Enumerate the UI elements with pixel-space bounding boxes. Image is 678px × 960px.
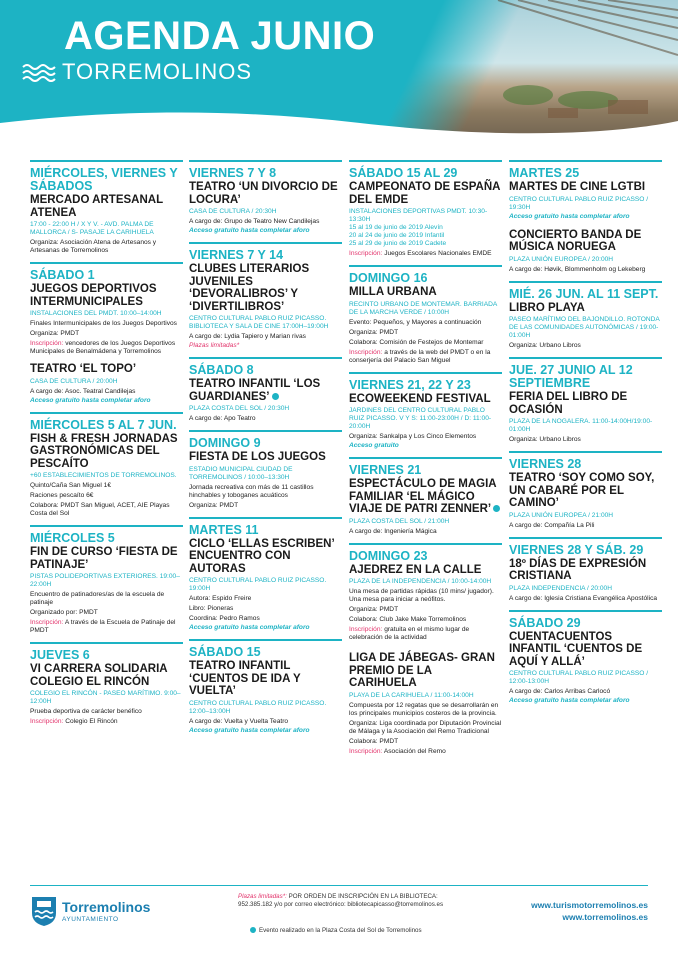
event-name: ESPECTÁCULO DE MAGIA FAMILIAR ‘EL MÁGICO VIAJE DE PATRI ZENNER’ <box>349 478 497 515</box>
event-name: CLUBES LITERARIOS JUVENILES ‘DEVORALIBROS’ Y ‘DIVERTILIBROS’ <box>189 263 310 313</box>
event-place: PLAZA COSTA DEL SOL / 21:00H <box>349 517 450 525</box>
event-name: CICLO ‘ELLAS ESCRIBEN’ ENCUENTRO CON AUTORAS <box>189 537 335 575</box>
event-name: MERCADO ARTESANAL ATENEA <box>30 194 163 219</box>
event-place: PLAZA DE LA NOGALERA. 11:00-14:00H/19:00-01:00H <box>509 418 653 433</box>
event-info: Compuesta por 12 regatas que se desarrollarán en los principales municipios costeros de la provincia. <box>349 701 499 717</box>
event-place: CASA DE CULTURA / 20:30H <box>189 208 277 215</box>
event-place: PLAZA UNIÓN EUROPEA / 21:00H <box>509 511 614 519</box>
event-date: MIÉRCOLES 5 <box>30 531 115 545</box>
event-access: Acceso gratuito hasta completar aforo <box>189 624 310 631</box>
event-info: Colabora: Comisión de Festejos de Montemar <box>349 338 484 346</box>
event-magia-familiar <box>349 457 502 536</box>
event-date: VIERNES 28 <box>509 457 582 471</box>
event-info: Raciones pescaíto 6€ <box>30 492 94 499</box>
footer <box>0 885 678 960</box>
event-place: CASA DE CULTURA / 20:00H <box>30 377 118 385</box>
event-info: A cargo de: Apo Teatro <box>189 415 256 422</box>
event-campeonato-emde <box>349 160 502 258</box>
event-banda-noruega <box>509 229 662 274</box>
event-name: TEATRO ‘EL TOPO’ <box>30 363 137 375</box>
event-place: PLAZA COSTA DEL SOL / 20:30H <box>189 405 290 412</box>
inscription-text: Asociación del Remo <box>382 747 446 755</box>
event-info: Evento: Pequeños, y Mayores a continuación <box>349 318 482 326</box>
event-date: JUEVES 6 <box>30 648 90 662</box>
logo-name: Torremolinos <box>62 899 151 915</box>
event-place: PASEO MARÍTIMO DEL BAJONDILLO. ROTONDA DE LAS COMUNIDADES AUTONÓMICAS / 19:00-01:00H <box>509 316 660 339</box>
agenda-column-3 <box>349 160 502 763</box>
event-info: Organizado por: PMDT <box>30 609 98 616</box>
event-date: VIERNES 7 Y 14 <box>189 248 284 262</box>
event-date: SÁBADO 1 <box>30 268 95 282</box>
event-place: ESTADIO MUNICIPAL CIUDAD DE TORREMOLINOS / 10:00–13:30H <box>189 465 293 481</box>
event-place: PLAZA UNIÓN EUROPEA / 20:00H <box>509 255 614 263</box>
event-access: Acceso gratuito hasta completar aforo <box>189 726 310 734</box>
event-clubes-literarios <box>189 242 342 350</box>
event-fish-fresh <box>30 412 183 519</box>
inscription-label: Inscripción: <box>30 619 64 626</box>
event-info: Organiza: PMDT <box>349 328 399 336</box>
event-info: Libro: Pioneras <box>189 605 234 612</box>
event-place: CENTRO CULTURAL PABLO RUIZ PICASSO. 19:00H <box>189 577 327 592</box>
event-access: Acceso gratuito hasta completar aforo <box>30 396 151 404</box>
event-info: A cargo de: Ingeniería Mágica <box>349 527 437 535</box>
event-name: AJEDREZ EN LA CALLE <box>349 563 482 576</box>
event-place: JARDINES DEL CENTRO CULTURAL PABLO RUIZ PICASSO. V Y S: 11:00-23:00H / D: 11:00-20:00H <box>349 407 492 430</box>
footer-note-text: Evento realizado en la Plaza Costa del Sol de Torremolinos <box>259 927 422 934</box>
event-date: SÁBADO 8 <box>189 363 254 377</box>
contact-text: 952.385.182 y/o por correo electrónico: bibliotecapicasso@torremolinos.es <box>238 901 444 908</box>
event-info: Prueba deportiva de carácter benéfico <box>30 708 142 715</box>
footer-note <box>250 927 422 934</box>
event-ellas-escriben <box>189 517 342 633</box>
event-access: Acceso gratuito hasta completar aforo <box>509 697 630 704</box>
event-info: A cargo de: Grupo de Teatro New Candilejas <box>189 218 320 225</box>
event-place: PLAYA DE LA CARIHUELA / 11:00-14:00H <box>349 691 474 699</box>
event-ajedrez <box>349 543 502 643</box>
page-title: AGENDA JUNIO <box>64 14 376 58</box>
event-name: TEATRO ‘SOY COMO SOY, UN CABARÉ POR EL CAMINO’ <box>509 472 655 509</box>
event-milla-urbana <box>349 265 502 365</box>
event-limited: Plazas limitadas* <box>189 342 240 349</box>
plazas-limitadas-text: POR ORDEN DE INSCRIPCIÓN EN LA BIBLIOTECA: <box>286 893 438 900</box>
event-fiesta-patinaje <box>30 525 183 635</box>
event-expresion-cristiana <box>509 537 662 603</box>
event-access: Acceso gratuito hasta completar aforo <box>509 212 630 220</box>
event-name: TEATRO ‘UN DIVORCIO DE LOCURA’ <box>189 181 338 206</box>
event-name: FIESTA DE LOS JUEGOS <box>189 451 326 463</box>
agenda-column-4 <box>509 160 662 712</box>
event-date: VIERNES 7 Y 8 <box>189 166 277 180</box>
inscription-text: A través de la Escuela de Patinaje del PMDT <box>30 619 176 634</box>
inscription-label: Inscripción: <box>349 626 383 633</box>
event-date: MIÉRCOLES 5 AL 7 JUN. <box>30 417 177 432</box>
event-info: Organiza: PMDT <box>30 330 80 337</box>
footer-divider <box>30 885 648 886</box>
event-place: 25 al 29 de junio de 2019 Cadete <box>349 240 447 247</box>
inscription-label: Inscripción: <box>30 340 64 347</box>
event-date: SÁBADO 29 <box>509 615 581 630</box>
event-date: MIÉRCOLES, VIERNES Y SÁBADOS <box>30 166 178 193</box>
inscription-label: Inscripción: <box>30 718 64 725</box>
header-banner <box>0 0 678 140</box>
plaza-costa-del-sol-dot-icon <box>493 505 500 512</box>
event-date: VIERNES 21 <box>349 463 422 477</box>
event-date: MARTES 25 <box>509 166 580 180</box>
event-fiesta-juegos <box>189 430 342 510</box>
event-info: Organiza: PMDT <box>349 606 399 613</box>
event-name: 18º DÍAS DE EXPRESIÓN CRISTIANA <box>509 557 647 582</box>
inscription-label: Inscripción: <box>349 348 383 356</box>
website-ayuntamiento-link[interactable]: www.torremolinos.es <box>562 912 648 922</box>
event-info: A cargo de: Carlos Arribas Carlocó <box>509 688 611 695</box>
event-inscription <box>30 718 183 726</box>
event-juegos-deportivos <box>30 262 183 356</box>
event-name: FIN DE CURSO ‘FIESTA DE PATINAJE’ <box>30 546 178 571</box>
website-turismo-link[interactable]: www.turismotorremolinos.es <box>531 900 648 910</box>
event-info: A cargo de: Iglesia Cristiana Evangélica Apostólica <box>509 594 658 602</box>
event-name: FISH & FRESH JORNADAS GASTRONÓMICAS DEL PESCAÍTO <box>30 432 178 470</box>
event-place: CENTRO CULTURAL PABLO RUIZ PICASSO / 12:00-13:00H <box>509 670 649 685</box>
event-info: Encuentro de patinadores/as de la escuela de patinaje <box>30 591 165 606</box>
event-date: JUE. 27 JUNIO AL 12 SEPTIEMBRE <box>509 363 633 390</box>
torremolinos-crest-icon <box>30 895 58 927</box>
event-info: Colabora: PMDT <box>349 737 399 745</box>
event-mercado-artesanal <box>30 160 183 255</box>
event-info: Quinto/Caña San Miguel 1€ <box>30 482 112 489</box>
event-teatro-el-topo <box>30 363 183 405</box>
event-info: Coordina: Pedro Ramos <box>189 615 260 622</box>
event-place: COLEGIO EL RINCÓN - PASEO MARÍTIMO. 9:00–12:00H <box>30 690 181 705</box>
event-los-guardianes <box>189 357 342 423</box>
event-access: Acceso gratuito hasta completar aforo <box>189 227 310 234</box>
event-place: CENTRO CULTURAL PABLO RUIZ PICASSO / 19:30H <box>509 195 649 211</box>
event-name: VI CARRERA SOLIDARIA COLEGIO EL RINCÓN <box>30 663 168 688</box>
event-inscription <box>349 250 502 258</box>
inscription-text: a través de la web del PMDT o en la conserjería del Palacio San Miguel <box>349 348 491 364</box>
event-place: CENTRO CULTURAL PABLO RUIZ PICASSO. BIBLIOTECA Y SALA DE CINE 17:00H–19:00H <box>189 315 329 330</box>
event-place: INSTALACIONES DEL PMDT. 10:00–14:00H <box>30 310 162 317</box>
event-access: Acceso gratuito <box>349 442 399 449</box>
event-info: Organiza: Liga coordinada por Diputación Provincial de Málaga y la Asociación del Remo Tradicional <box>349 719 502 735</box>
event-place: CENTRO CULTURAL PABLO RUIZ PICASSO. 12:00–13:00H <box>189 699 327 715</box>
header-wave-shape <box>0 101 678 140</box>
event-name: JUEGOS DEPORTIVOS INTERMUNICIPALES <box>30 283 157 308</box>
event-soy-como-soy <box>509 451 662 530</box>
event-date: VIERNES 28 Y SÁB. 29 <box>509 542 644 557</box>
event-name-row <box>189 378 342 403</box>
event-info: Organiza: PMDT <box>189 501 239 509</box>
event-date: DOMINGO 9 <box>189 436 261 450</box>
event-inscription <box>349 349 502 365</box>
event-name: LIBRO PLAYA <box>509 301 585 314</box>
event-place: PISTAS POLIDEPORTIVAS EXTERIORES. 19:00–22:00H <box>30 573 180 588</box>
event-date: MARTES 11 <box>189 522 259 537</box>
event-name: CUENTACUENTOS INFANTIL ‘CUENTOS DE AQUÍ Y ALLÁ’ <box>509 630 643 668</box>
event-date: DOMINGO 23 <box>349 548 428 563</box>
event-info: Organiza: Urbano Libros <box>509 436 581 443</box>
event-info: Jornada recreativa con más de 11 castillos hinchables y toboganes acuáticos <box>189 483 314 499</box>
event-feria-libro <box>509 357 662 444</box>
event-name: MILLA URBANA <box>349 286 437 298</box>
footer-registration-info <box>238 893 478 909</box>
event-date: DOMINGO 16 <box>349 271 428 285</box>
event-info: A cargo de: Asoc. Teatral Candilejas <box>30 387 136 395</box>
event-date: VIERNES 21, 22 Y 23 <box>349 377 471 392</box>
event-libro-playa <box>509 281 662 351</box>
event-inscription <box>349 626 502 642</box>
event-place: 17:00 - 22:00 H / X Y V. - AVD. PALMA DE MALLORCA / S- PASAJE LA CARIHUELA <box>30 221 154 236</box>
event-liga-jabegas <box>349 652 502 756</box>
inscription-text: vencedores de los Juegos Deportivos Municipales de Benalmádena y Torremolinos <box>30 340 176 355</box>
event-name: TEATRO INFANTIL ‘CUENTOS DE IDA Y VUELTA’ <box>189 660 301 697</box>
event-place: PLAZA DE LA INDEPENDENCIA / 10:00-14:00H <box>349 578 492 585</box>
footer-websites <box>531 899 648 923</box>
event-cuentacuentos <box>509 610 662 706</box>
event-ecoweekend <box>349 372 502 451</box>
event-name: TEATRO INFANTIL ‘LOS GUARDIANES’ <box>189 378 321 403</box>
event-name: ECOWEEKEND FESTIVAL <box>349 392 491 405</box>
event-info: A cargo de: Vuelta y Vuelta Teatro <box>189 717 289 725</box>
event-name: LIGA DE JÁBEGAS- GRAN PREMIO DE LA CARIHUELA <box>349 652 495 689</box>
inscription-label: Inscripción: <box>349 250 383 257</box>
inscription-text: Colegio El Rincón <box>63 718 118 725</box>
event-info: A cargo de: Lydia Tapiero y Marian rivas <box>189 333 306 340</box>
event-name-row <box>349 478 502 516</box>
event-place: INSTALACIONES DEPORTIVAS PMDT. 10:30-13:30H <box>349 208 488 223</box>
event-inscription <box>30 619 183 635</box>
agenda-column-2 <box>189 160 342 742</box>
inscription-text: Juegos Escolares Nacionales EMDE <box>382 250 492 257</box>
event-info: A cargo de: Compañía La Pili <box>509 521 595 529</box>
inscription-text: gratuita en el mismo lugar de celebración de la actividad <box>349 626 470 641</box>
event-info: Autora: Espido Freire <box>189 595 252 602</box>
event-carrera-solidaria <box>30 642 183 726</box>
event-place: PLAZA INDEPENDENCIA / 20:00H <box>509 584 612 592</box>
plaza-costa-del-sol-dot-icon <box>272 393 279 400</box>
event-name: FERIA DEL LIBRO DE OCASIÓN <box>509 391 628 416</box>
event-info: Organiza: Asociación Atena de Artesanos y Artesanas de Torremolinos <box>30 239 157 254</box>
event-place: RECINTO URBANO DE MONTEMAR. BARRIADA DE LA MARCHA VERDE / 10:00H <box>349 300 497 316</box>
event-inscription <box>349 748 502 756</box>
event-info: Organiza: Sankalpa y Los Cinco Elementos <box>349 433 477 440</box>
event-info: A cargo de: Høvik, Blommenholm og Lekeberg <box>509 265 646 273</box>
event-info: Una mesa de partidas rápidas (10 mins/ jugador). Una mesa para iniciar a neófitos. <box>349 588 494 603</box>
event-date: SÁBADO 15 AL 29 <box>349 166 458 180</box>
logo-subtitle: AYUNTAMIENTO <box>62 916 119 923</box>
event-name: CAMPEONATO DE ESPAÑA DEL EMDE <box>349 181 501 206</box>
plazas-limitadas-label: Plazas limitadas*: <box>238 893 287 900</box>
agenda-column-1 <box>30 160 183 733</box>
event-info: Colabora: Club Jake Make Torremolinos <box>349 616 467 623</box>
event-inscription <box>30 340 183 356</box>
event-place: +60 ESTABLECIMIENTOS DE TORREMOLINOS. <box>30 472 177 479</box>
event-cuentos-ida-vuelta <box>189 639 342 735</box>
inscription-label: Inscripción: <box>349 747 383 755</box>
event-teatro-divorcio <box>189 160 342 235</box>
event-date: MIÉ. 26 JUN. AL 11 SEPT. <box>509 286 659 301</box>
waves-icon <box>22 62 60 84</box>
page-subtitle: TORREMOLINOS <box>62 59 253 84</box>
event-info: Finales Intermunicipales de los Juegos Deportivos <box>30 320 177 327</box>
event-cine-lgtbi <box>509 160 662 221</box>
plaza-costa-del-sol-dot-icon <box>250 927 256 933</box>
event-info: Organiza: Urbano Libros <box>509 342 581 349</box>
event-date: SÁBADO 15 <box>189 645 261 659</box>
event-info: Colabora: PMDT San Miguel, ACET, AIE Playas Costa del Sol <box>30 502 170 517</box>
event-name: MARTES DE CINE LGTBI <box>509 181 646 193</box>
event-place: 15 al 19 de junio de 2019 Alevín <box>349 224 443 231</box>
event-name: CONCIERTO BANDA DE MÚSICA NORUEGA <box>509 228 642 253</box>
event-place: 20 al 24 de junio de 2019 Infantil <box>349 232 445 239</box>
